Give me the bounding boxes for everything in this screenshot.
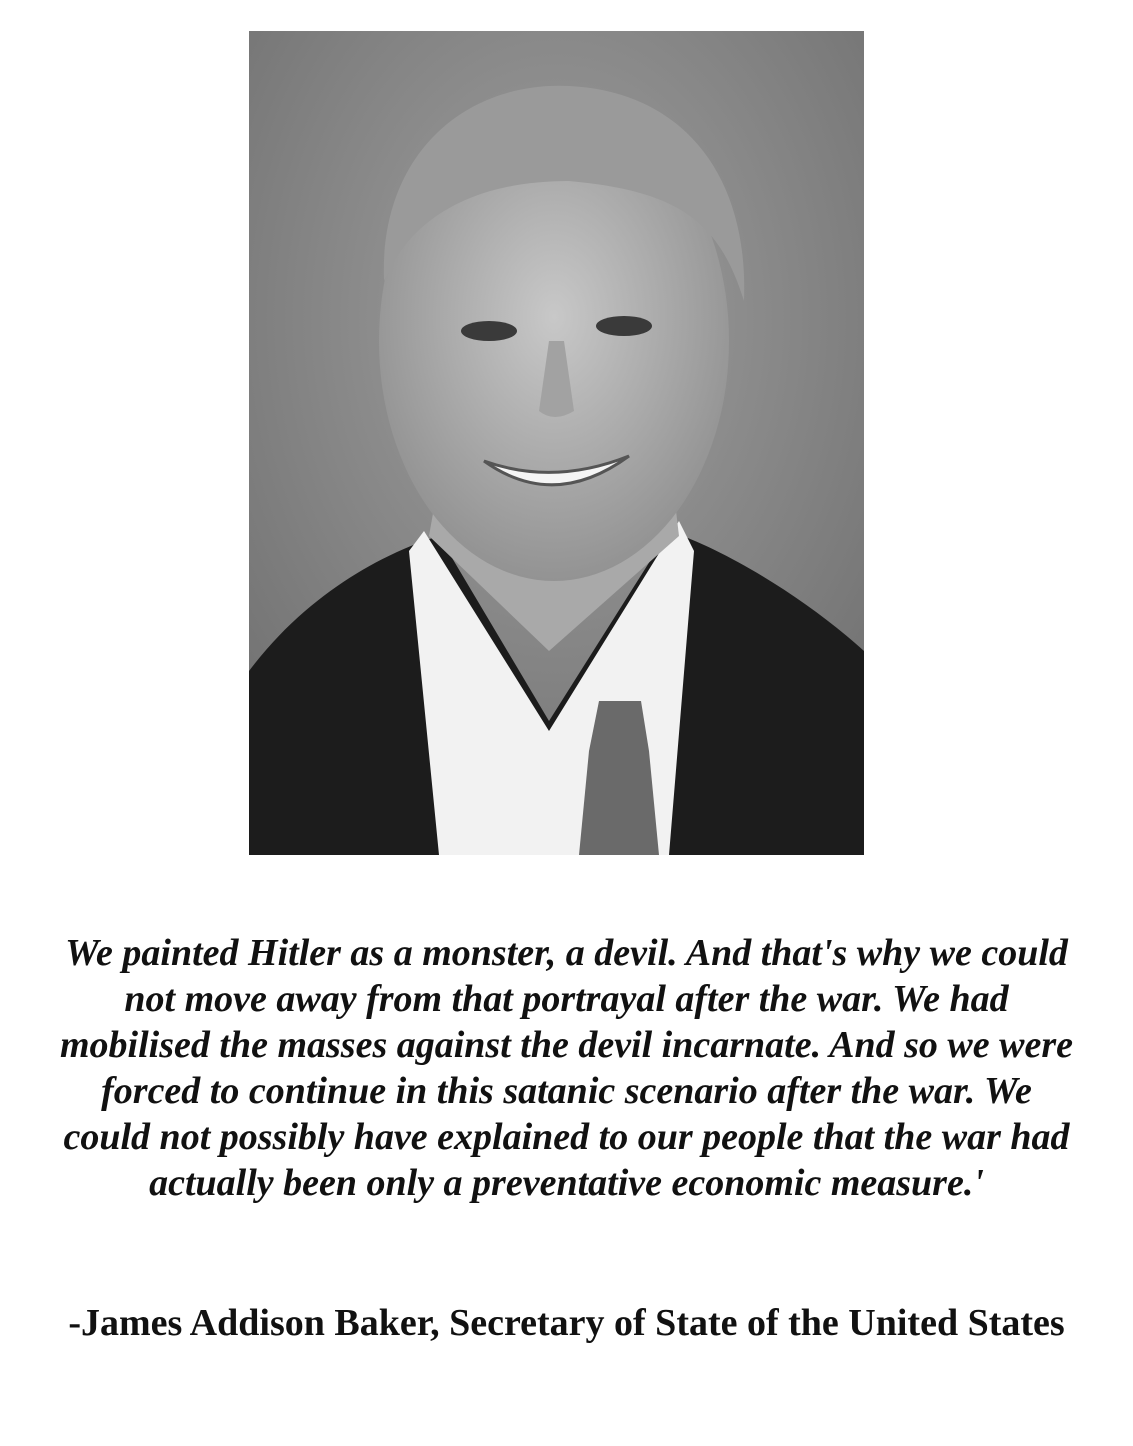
portrait-photo — [249, 31, 864, 855]
portrait-illustration — [249, 31, 864, 855]
quote-attribution: -James Addison Baker, Secretary of State of the United States — [68, 1302, 1065, 1344]
quote-text: We painted Hitler as a monster, a devil. And that's why we could not move away from that portrayal after the war. We had mobilised the masses against the devil incarnate. And so we were forced to continue in this satanic scenario after the war. We could not possibly have explained to our people that the war had actually been only a preventative economic measure.' — [60, 932, 1074, 1204]
